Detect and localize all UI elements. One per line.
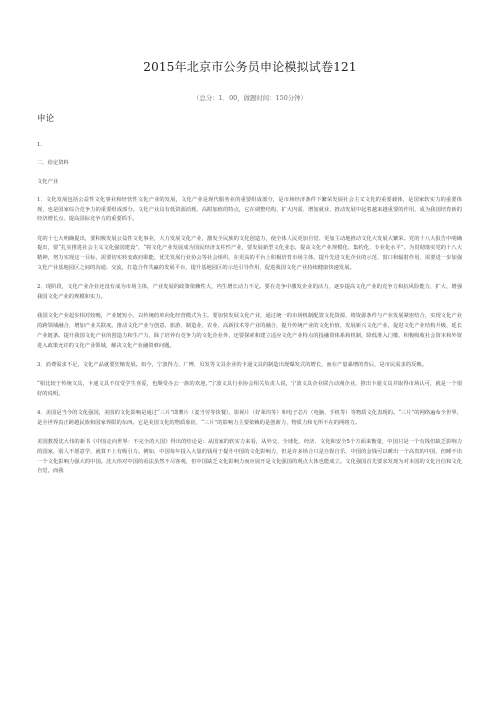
paragraph: “相比较于传统文具，卡通文具不仅受学生喜爱，也颇受办公一族的欢迎。”宁波文具行业协会相关负责人说，宁波文具企业联合动漫企业，推出卡通文具并取得市场认可，就是一个很好的说明。 (37, 381, 462, 397)
paragraph: 4．美国是当今的文化强国，美国的文化影响是通过“三片”即薯片（麦当劳等快餐）、影视片（好莱坞等）和电子芯片（电脑、手机等）等物质文化表现的。“三片”的网络遍布全世界，是全世界真正跨越民族和国家界限的东西。它是美国文化的物质象征，“三片”的影响力主要依赖的是创新力、物质力和无所不在的网络力。 (37, 409, 462, 426)
page-title: 2015年北京市公务员申论模拟试卷121 (143, 60, 357, 74)
materials-heading: 二、给定资料 (37, 160, 69, 167)
question-number: 1. (37, 142, 43, 148)
paragraph: 美国教授沈大伟的新书《中国走向世界：不完全的大国》得出的结论是：从国家的软实力来看，从外交、全球化、经济、文化和安全5个方面来衡量，中国只是一个有钱但缺乏影响力的国家，别人不愿意学，就算不上有吸引力。例如，中国每年投入大量的钱用于提升中国的文化影响力，但是许多场合只是自娱自乐，中国的金钱可以睡出一个高贵的中国，但睡不出一个文化影响力强大的中国。沈大伟对中国的看法虽然不尽客观，但中国缺乏文化影响力而应展开是文化强国的观点大体也能成立。文化强国首先要求发现为对本国的文化自信和文化自觉，而我 (37, 438, 462, 475)
paragraph: 我国文化产业起步相对较晚，产业链短小，以传统的单向化经营模式为主。要加快发展文化产业，通过统一的市场机制配置文化资源，将资源条件与产业发展紧密结合，实现文化产业的跨领域融合，增加产业关联度。推动文化产业与创意、旅游、制造业、农业、高新技术等产业的融合，提升传统产业的文化价值，发展新兴文化产业，促进文化产业结构升级，延长产业链条。提升我国文化产业的创造力和生产力，除了培养有竞争力的文化企业外，还要探索和建立适应文化产业特点的投融资体系和机制，降低准入门槛，积极吸收社会资本和外资进入政策允许的文化产业领域，解决文化产业融资难问题。 (37, 313, 462, 349)
paragraph: 党的十七大明确提出，要积极发展公益性文化事业，大力发展文化产业，激发全民族的文化创造力，使全体人民更加自觉、更加主动地推动文化大发展大繁荣。党的十八大报告中明确提出，要“扎实推进社会主义文化强国建设”，“将文化产业发展成为国民经济支柱性产业，要发展新型文化业态，提高文化产业规模化、集约化、专业化水平”。为贯彻落实党的十八大精神，努力实现这一目标，需要切实转变政府职能，优先发展行业协会等社会组织，在更高的平台上积极培育市场主体，提升先进文化企业的示范、窗口和辐射作用，需要进一步加强文化产业基地园区之间的沟通、交流，打造合作共赢的发展平台，提升基地园区的示范引导作用，促进我国文化产业持续健康快速发展。 (37, 235, 462, 272)
paragraph: 1．文化发展包括公益性文化事业和经营性文化产业的发展，文化产业是现代服务业的重要组成部分，是市场经济条件下繁荣发展社会主义文化的重要载体，是国家软实力的重要体现，也是国家综合竞争力的重要组成部分。文化产业具有低资源消耗、高附加值的特点，它在调整结构、扩大内需、增加就业、推动发展中起着越来越重要的作用，成为我国培育新的经济增长点、提高国际竞争力的重要抓手。 (37, 196, 462, 223)
exam-info: （总分：1．00，做题时间：150分钟） (193, 94, 307, 102)
paragraph: 2．现阶段，文化产业企业还没有成为市场主体，产业发展的政策依赖性大，内生增长动力不足。要在竞争中激发企业的活力，逐步提高文化产业的竞争力和抗风险能力，扩大、增强我国文化产业的规模和实力。 (37, 284, 462, 301)
section-heading: 申论 (37, 114, 55, 124)
topic-heading: 文化产业 (37, 178, 59, 185)
document-body (37, 141, 462, 487)
paragraph: 3．消费需求不足，文化产品就要狂缩发展。如今，宁波得力，广博，贝发等文具企业的卡通文具的制造出现爆发式的增长，而在产量暴增的背后，是市民需求的反映。 (37, 361, 428, 368)
